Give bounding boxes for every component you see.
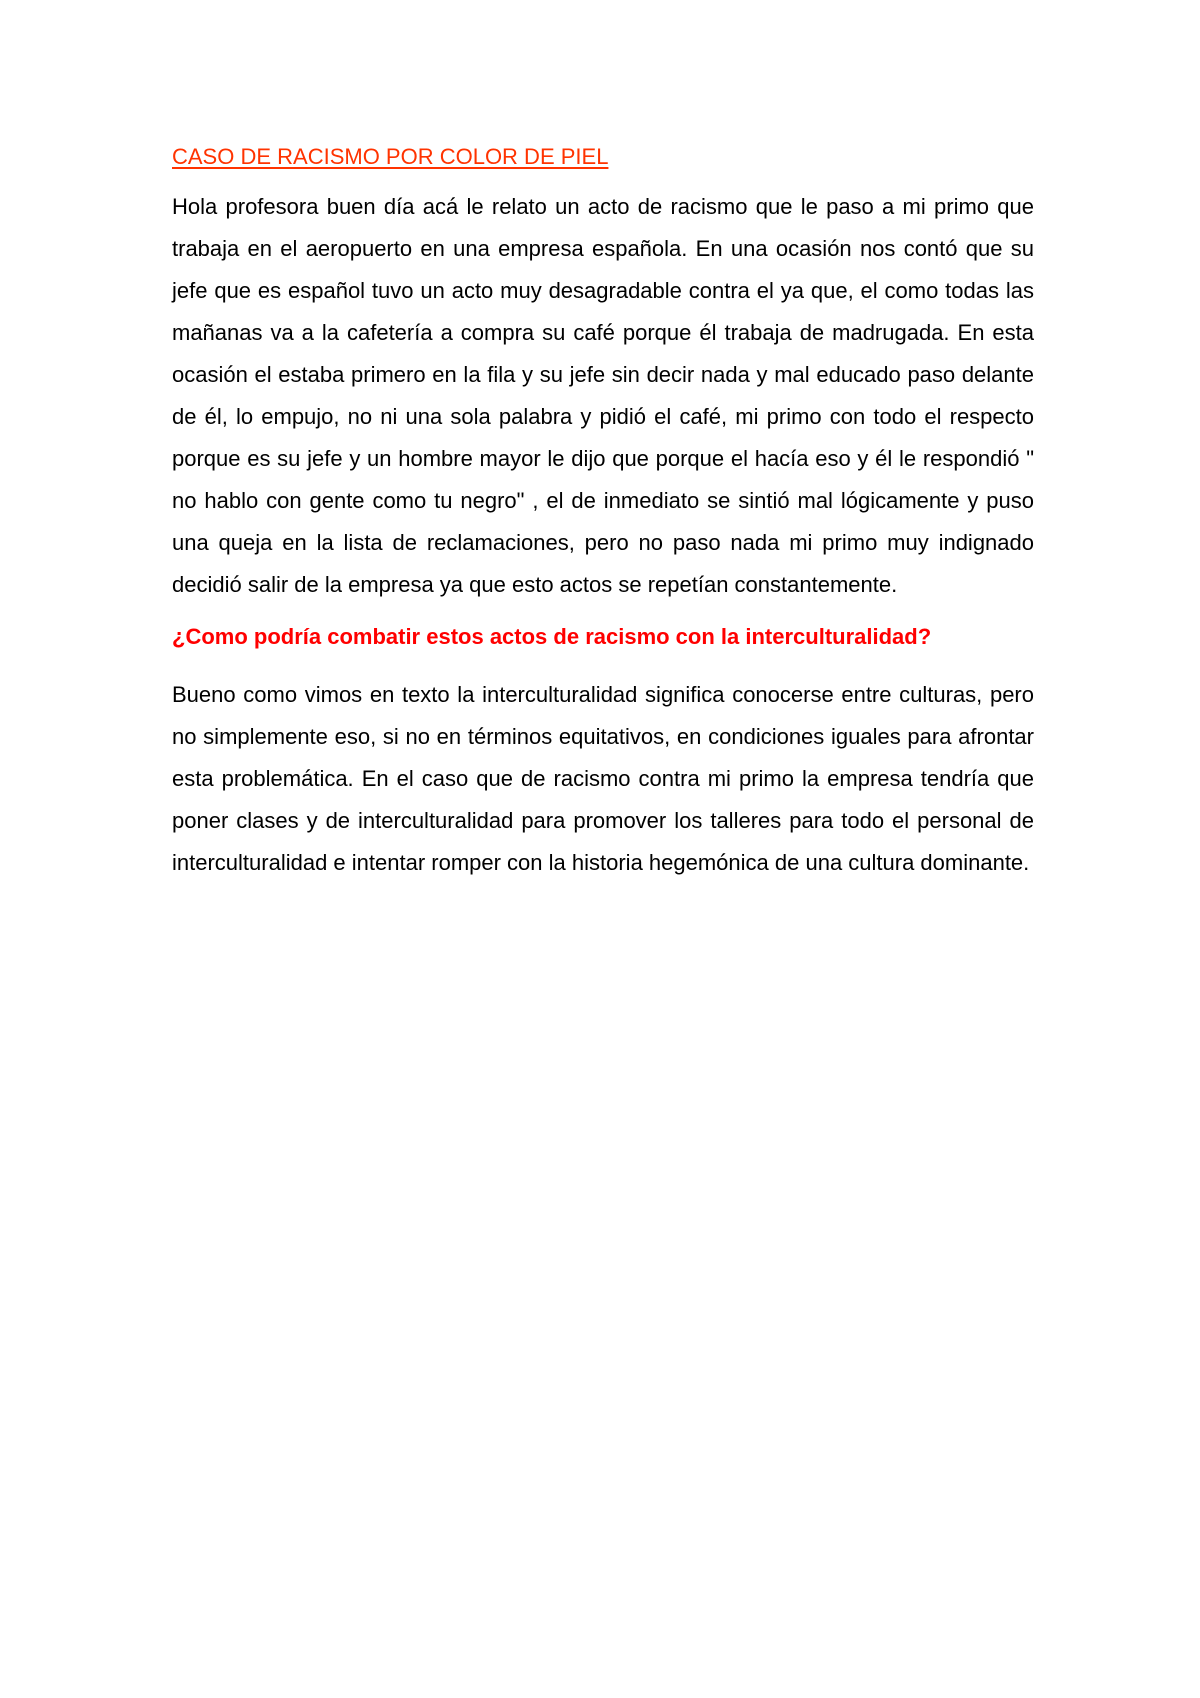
document-page — [172, 140, 1034, 884]
question-heading: ¿Como podría combatir estos actos de racismo con la interculturalidad? — [172, 624, 932, 649]
story-paragraph: Hola profesora buen día acá le relato un acto de racismo que le paso a mi primo que trabaja en el aeropuerto en una empresa española. En una ocasión nos contó que su jefe que es español tuvo un acto muy desagradable contra el ya que, el como todas las mañanas va a la cafetería a compra su café porque él trabaja de madrugada. En esta ocasión el estaba primero en la fila y su jefe sin decir nada y mal educado paso delante de él, lo empujo, no ni una sola palabra y pidió el café, mi primo con todo el respecto porque es su jefe y un hombre mayor le dijo que porque el hacía eso y él le respondió " no hablo con gente como tu negro" , el de inmediato se sintió mal lógicamente y puso una queja en la lista de reclamaciones, pero no paso nada mi primo muy indignado decidió salir de la empresa ya que esto actos se repetían constantemente. — [172, 194, 1034, 597]
answer-paragraph: Bueno como vimos en texto la interculturalidad significa conocerse entre culturas, pero no simplemente eso, si no en términos equitativos, en condiciones iguales para afrontar esta problemática. En el caso que de racismo contra mi primo la empresa tendría que poner clases y de interculturalidad para promover los talleres para todo el personal de interculturalidad e intentar romper con la historia hegemónica de una cultura dominante. — [172, 682, 1034, 875]
document-title: CASO DE RACISMO POR COLOR DE PIEL — [172, 144, 609, 169]
